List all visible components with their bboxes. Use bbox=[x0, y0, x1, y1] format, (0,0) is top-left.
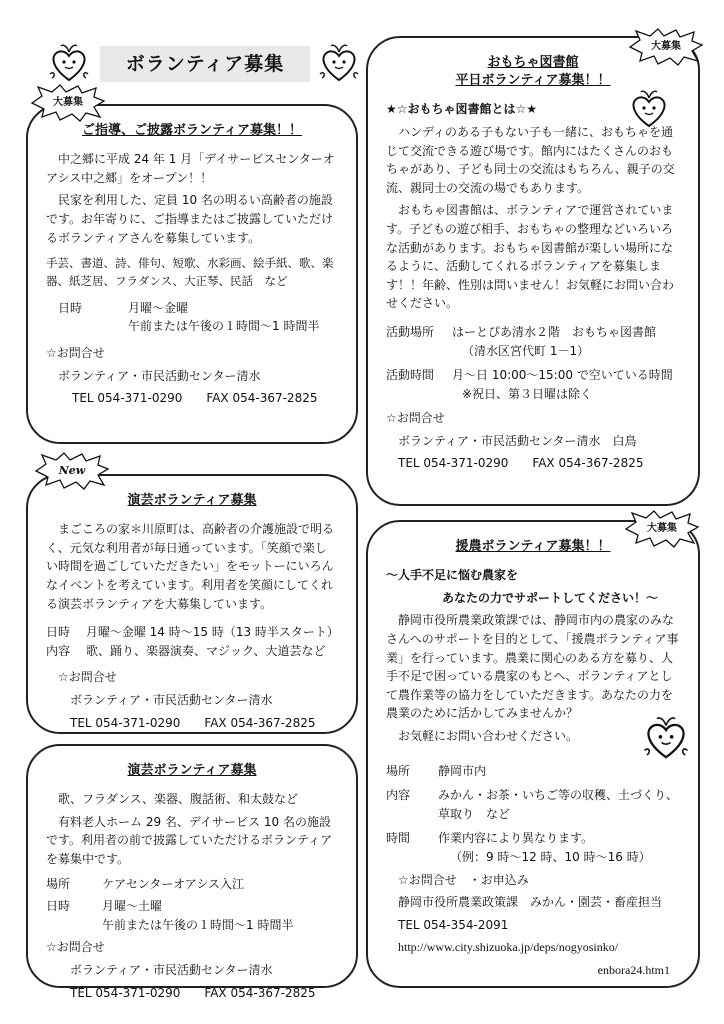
box-title: おもちゃ図書館 bbox=[487, 55, 579, 70]
content-row bbox=[46, 642, 338, 661]
time-value: 月～日 10:00～15:00 で空いている時間 bbox=[452, 368, 673, 383]
content-label: 内容 bbox=[46, 643, 71, 658]
description-text: 有料老人ホーム 29 名、デイサービス 10 名の施設です。利用者の前で披露していただけるボランティアを募集中です。 bbox=[46, 814, 333, 866]
date-value: 月曜～金曜 14 時～15 時（13 時半スタート） bbox=[85, 625, 339, 640]
website-link-cont[interactable]: enbora24.htm1 bbox=[597, 962, 670, 977]
date-label: 日時 bbox=[46, 899, 71, 914]
place-row bbox=[386, 323, 680, 342]
contact-label: ☆お問合せ ・お申込み bbox=[398, 872, 529, 887]
time-value: 午前または午後の１時間～1 時間半 bbox=[128, 319, 320, 334]
time-value: 午前または午後の１時間～1 時間半 bbox=[102, 917, 294, 932]
contact-tel: TEL 054-371-0290 FAX 054-367-2825 bbox=[398, 456, 644, 471]
content-value: みかん・お茶・いちご等の収穫、土づくり、草取り など bbox=[438, 788, 679, 821]
time-row bbox=[386, 829, 680, 848]
contact-tel: TEL 054-354-2091 bbox=[398, 917, 509, 932]
website-link[interactable]: http://www.city.shizuoka.jp/deps/nogyosinko/ bbox=[398, 940, 619, 955]
time-example: （例：9 時～12 時、10 時～16 時） bbox=[450, 849, 651, 864]
heart-mascot-icon bbox=[46, 40, 92, 86]
inquiry-text: お気軽にお問い合わせください。 bbox=[398, 728, 579, 743]
place-address: （清水区宮代町 1－1） bbox=[462, 343, 590, 358]
daiboshu-badge bbox=[30, 84, 106, 122]
box-subtitle: 平日ボランティア募集！！ bbox=[455, 73, 611, 89]
contact-tel: TEL 054-371-0290 FAX 054-367-2825 bbox=[70, 985, 316, 1000]
performance-volunteer-box bbox=[26, 474, 358, 734]
activity-list: 歌、フラダンス、楽器、腹話術、和太鼓など bbox=[58, 792, 299, 807]
date-row bbox=[46, 299, 338, 318]
description-text: 民家を利用した、定員 10 名の明るい高齢者の施設です。お年寄りに、ご指導またはご披露していただけるボランティアさんを募集しています。 bbox=[46, 193, 334, 245]
contact-label: ☆お問合せ bbox=[386, 411, 445, 426]
place-value: はーとぴあ清水２階 おもちゃ図書館 bbox=[452, 324, 657, 339]
time-label: 時間 bbox=[386, 831, 411, 846]
date-row bbox=[46, 623, 338, 642]
badge-text: 大募集 bbox=[647, 523, 677, 534]
box-title: ご指導、ご披露ボランティア募集！！ bbox=[82, 123, 302, 138]
place-row bbox=[386, 762, 680, 781]
contact-org: ボランティア・市民活動センター清水 白鳥 bbox=[398, 433, 637, 448]
daiboshu-badge bbox=[628, 28, 704, 66]
contact-org: ボランティア・市民活動センター清水 bbox=[70, 692, 273, 707]
badge-text: New bbox=[58, 464, 86, 477]
date-value: 月曜～金曜 bbox=[128, 300, 189, 315]
daiboshu-badge bbox=[624, 510, 700, 548]
heart-mascot-icon bbox=[626, 86, 672, 132]
box-title: 演芸ボランティア募集 bbox=[127, 493, 257, 508]
content-value: 歌、踊り、楽器演奏、マジック、大道芸など bbox=[86, 643, 326, 658]
place-value: 静岡市内 bbox=[438, 763, 487, 778]
contact-org: ボランティア・市民活動センター清水 bbox=[58, 368, 261, 383]
subtitle-line-1: ～人手不足に悩む農家を bbox=[386, 568, 519, 583]
contact-tel: TEL 054-371-0290 FAX 054-367-2825 bbox=[72, 391, 318, 406]
heart-mascot-icon bbox=[640, 712, 692, 764]
place-label: 場所 bbox=[46, 876, 71, 891]
description-text: ハンディのある子もない子も一緒に、おもちゃを通じて交流できる遊び場です。館内にはたくさんのおもちゃがあり、子ども同士の交流はもちろん、親子の交流、親同士の交流の場でもあります。 bbox=[386, 124, 675, 195]
date-value: 月曜～土曜 bbox=[102, 899, 163, 914]
date-row bbox=[46, 897, 338, 916]
contact-label: ☆お問合せ bbox=[46, 940, 105, 955]
contact-label: ☆お問合せ bbox=[46, 345, 105, 360]
description-text: 静岡市役所農業政策課では、静岡市内の農家のみなさんへのサポートを目的として、「援農ボランティア事業」を行っています。農業に関心のある方を募り、人手不足で困っている農家のもとへ、ボランティアとして農作業等の協力をしていただきます。あなたの力を農業のために活かしてみませんか？ bbox=[386, 613, 679, 721]
performance-volunteer-box-2 bbox=[26, 744, 358, 1000]
badge-text: 大募集 bbox=[651, 41, 681, 52]
badge-text: 大募集 bbox=[53, 97, 83, 108]
place-value: ケアセンターオアシス入江 bbox=[102, 876, 244, 891]
section-heading: ★☆おもちゃ図書館とは☆★ bbox=[386, 102, 538, 117]
contact-org: ボランティア・市民活動センター清水 bbox=[70, 962, 273, 977]
box-title: 演芸ボランティア募集 bbox=[127, 763, 257, 778]
intro-text: 中之郷に平成 24 年 1 月「デイサービスセンターオアシス中之郷」をオープン！！ bbox=[46, 152, 335, 185]
content-label: 内容 bbox=[386, 788, 411, 803]
date-label: 日時 bbox=[58, 300, 83, 315]
subtitle-line-2: あなたの力でサポートしてください！～ bbox=[442, 590, 659, 605]
description-text: まごころの家＊川原町は、高齢者の介護施設で明るく、元気な利用者が毎日通っています。「笑顔で楽しい時間を過ごしていただきたい」をモットーにいろんなイベントを考えています。利用者を笑顔にしてくれる演芸ボランティアを大募集しています。 bbox=[46, 522, 335, 611]
page-title: ボランティア募集 bbox=[100, 46, 310, 82]
new-badge bbox=[34, 452, 110, 490]
time-value: 作業内容により異なります。 bbox=[438, 831, 594, 846]
place-row bbox=[46, 875, 338, 894]
description-text-2: おもちゃ図書館は、ボランティアで運営されています。子どもの遊び相手、おもちゃの整理などいろいろな活動があります。おもちゃ図書館が楽しい場所になるように、活動してくれるボランティアを募集します！！年齢、性別は問いません！お気軽にお問い合わせください。 bbox=[386, 203, 675, 311]
content-row bbox=[386, 786, 680, 823]
contact-org: 静岡市役所農業政策課 みかん・園芸・畜産担当 bbox=[398, 895, 663, 910]
date-label: 日時 bbox=[46, 625, 71, 640]
time-note: ※祝日、第３日曜は除く bbox=[462, 386, 593, 401]
contact-tel: TEL 054-371-0290 FAX 054-367-2825 bbox=[70, 715, 316, 730]
time-row bbox=[386, 366, 680, 385]
box-title: 援農ボランティア募集！！ bbox=[455, 539, 611, 554]
place-label: 活動場所 bbox=[386, 324, 435, 339]
heart-mascot-icon bbox=[316, 40, 362, 86]
contact-label: ☆お問合せ bbox=[58, 670, 117, 685]
place-label: 場所 bbox=[386, 763, 411, 778]
activity-list: 手芸、書道、詩、俳句、短歌、水彩画、絵手紙、歌、楽器、紙芝居、フラダンス、大正琴、民話 など bbox=[46, 256, 334, 288]
time-label: 活動時間 bbox=[386, 368, 435, 383]
guidance-volunteer-box bbox=[26, 104, 358, 444]
